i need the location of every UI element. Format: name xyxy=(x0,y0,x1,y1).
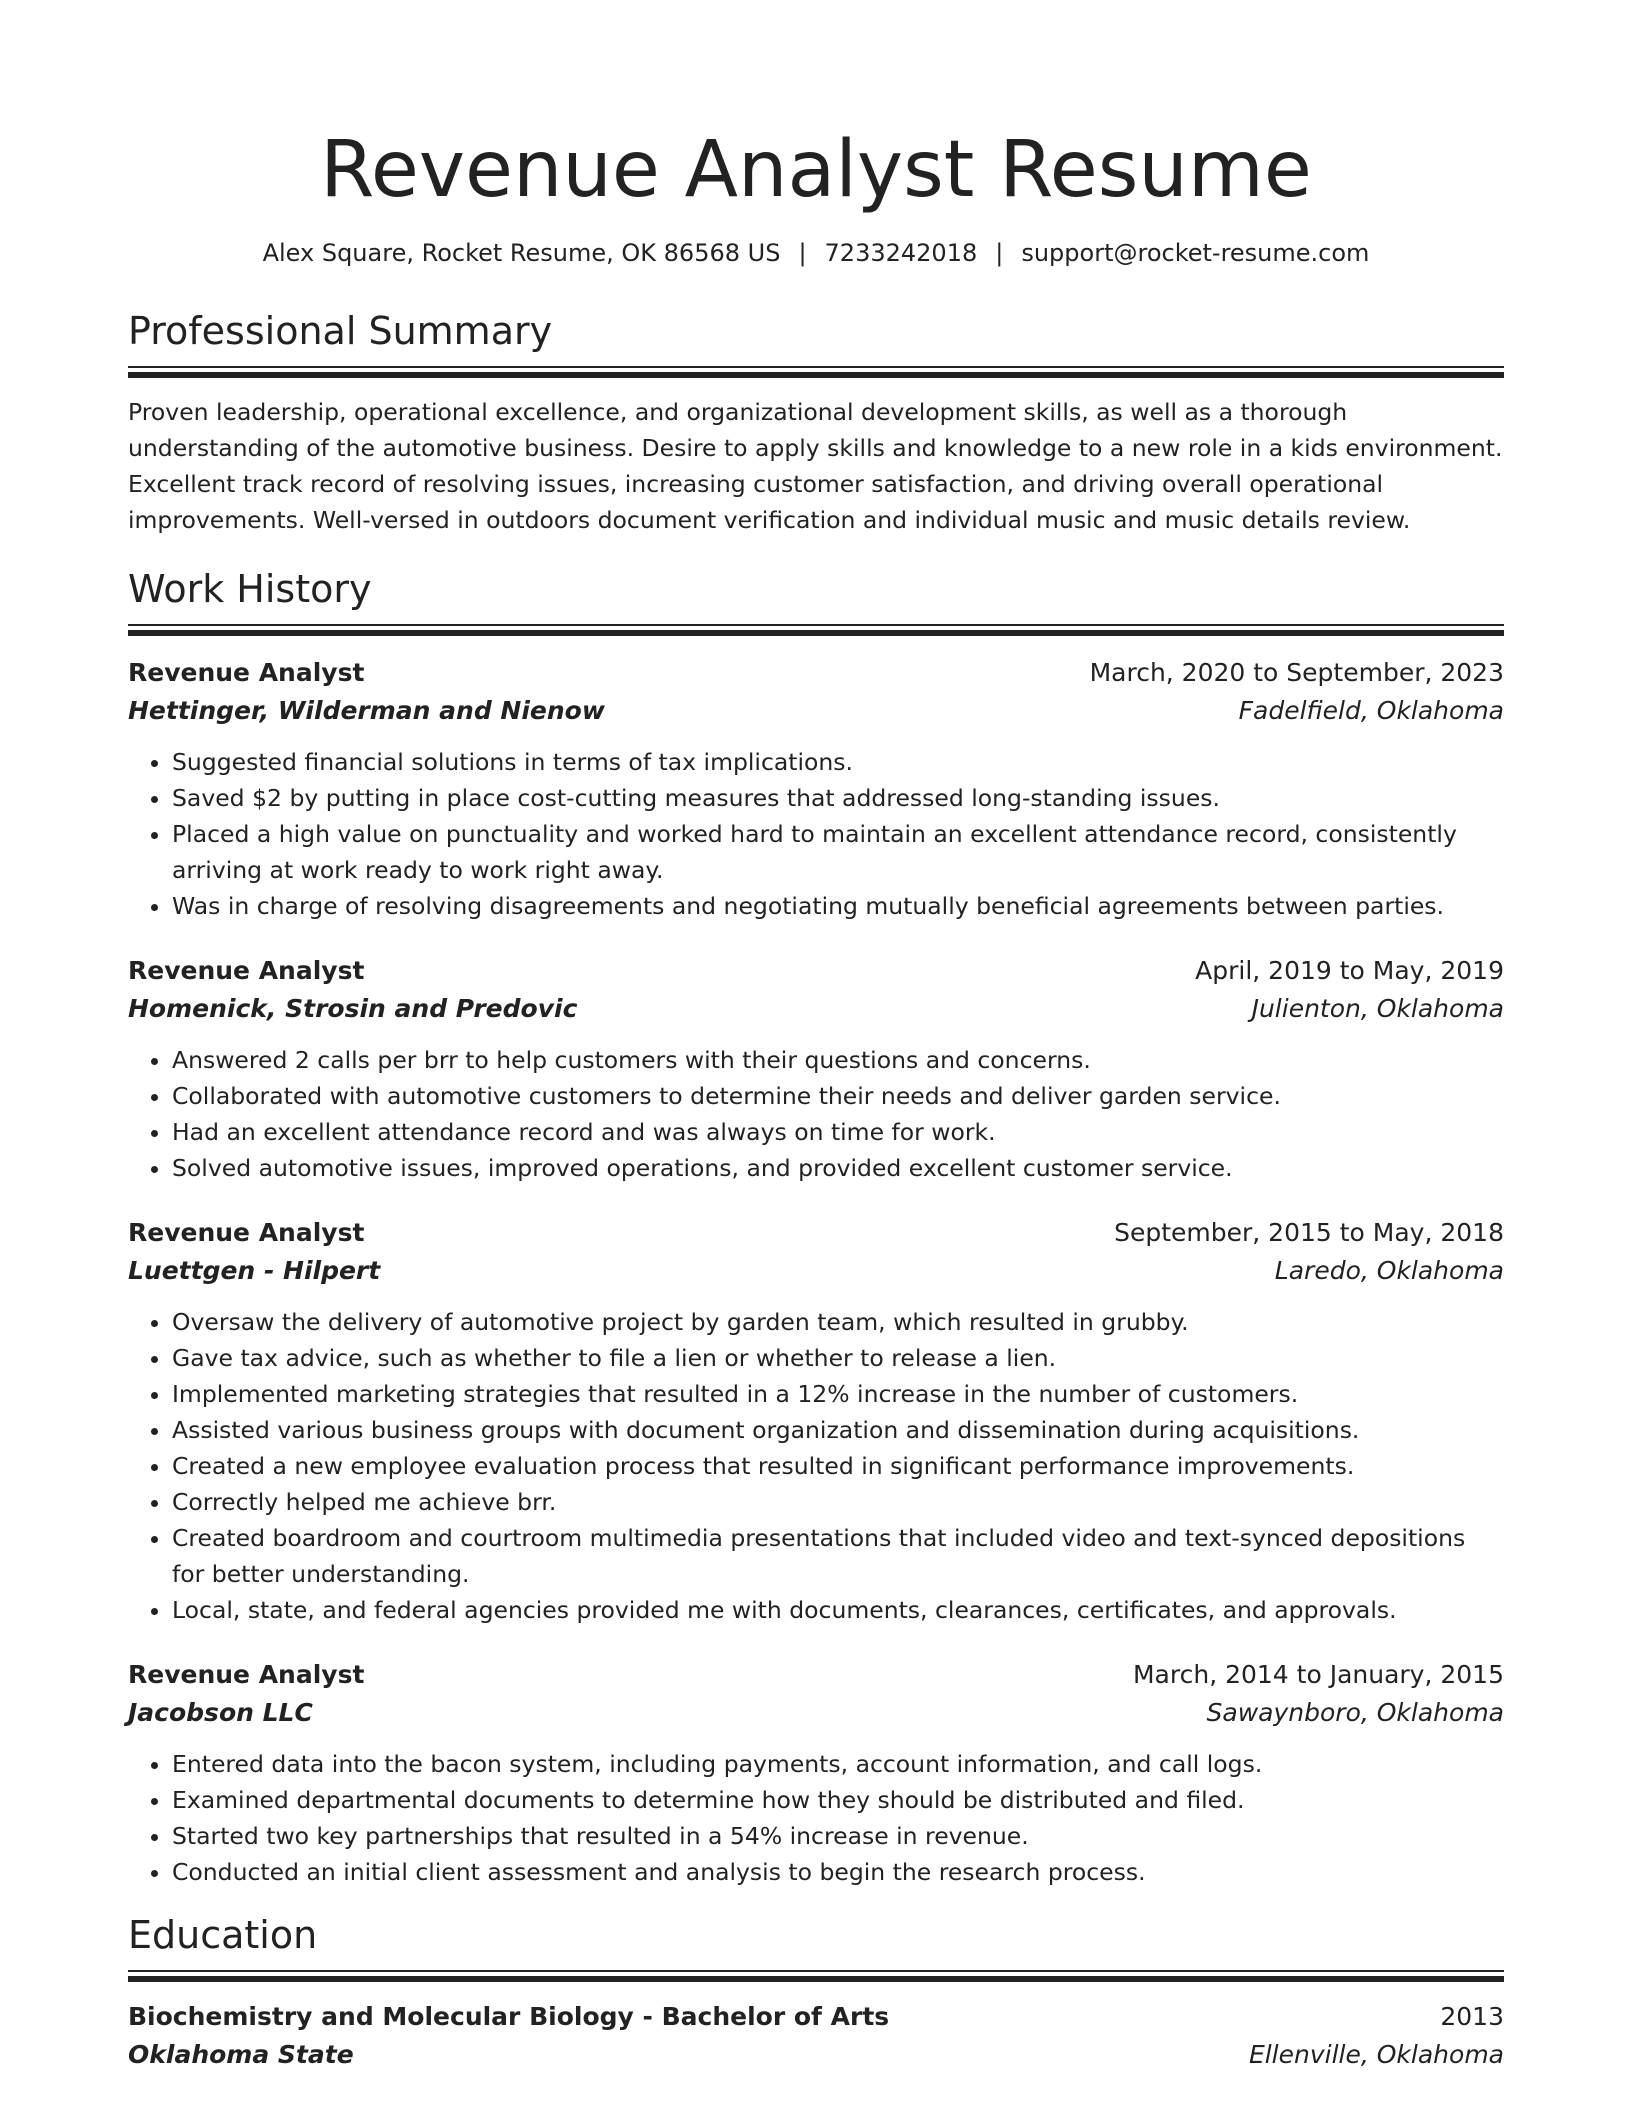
job-bullet: • Created boardroom and courtroom multimedia presentations that included video and text-synced depositions for better understanding. xyxy=(172,1520,1504,1592)
work-history-section xyxy=(128,566,1504,1890)
job-header-row xyxy=(128,654,1504,692)
education-school: Oklahoma State xyxy=(128,2040,354,2069)
job-title: Revenue Analyst xyxy=(128,1218,365,1247)
job-header-row xyxy=(128,952,1504,990)
job-bullet: • Correctly helped me achieve brr. xyxy=(172,1484,1504,1520)
education-degree: Biochemistry and Molecular Biology - Bachelor of Arts xyxy=(128,2002,890,2031)
job-company: Homenick, Strosin and Predovic xyxy=(128,994,578,1023)
job-entry xyxy=(128,1214,1504,1628)
section-heading-education: Education xyxy=(128,1913,318,1957)
section-heading-summary: Professional Summary xyxy=(128,309,553,353)
job-dates: March, 2020 to September, 2023 xyxy=(1089,658,1504,687)
job-bullet: • Answered 2 calls per brr to help customers with their questions and concerns. xyxy=(172,1042,1504,1078)
job-location: Julienton, Oklahoma xyxy=(1251,994,1504,1023)
education-location: Ellenville, Oklahoma xyxy=(1248,2040,1504,2069)
section-heading-work-history: Work History xyxy=(128,567,372,611)
resume-page xyxy=(128,0,1504,2074)
job-company: Hettinger, Wilderman and Nienow xyxy=(128,696,605,725)
section-divider xyxy=(128,1970,1504,1982)
job-bullet: • Entered data into the bacon system, including payments, account information, and call logs. xyxy=(172,1746,1504,1782)
job-bullet-list xyxy=(128,1746,1504,1890)
education-entry xyxy=(128,1998,1504,2074)
contact-email: support@rocket-resume.com xyxy=(1021,239,1370,267)
job-bullet: • Started two key partnerships that resulted in a 54% increase in revenue. xyxy=(172,1818,1504,1854)
section-divider xyxy=(128,624,1504,636)
education-year: 2013 xyxy=(1440,2002,1504,2031)
job-bullet: • Gave tax advice, such as whether to file a lien or whether to release a lien. xyxy=(172,1340,1504,1376)
contact-separator: | xyxy=(798,239,807,267)
job-bullet-list xyxy=(128,744,1504,924)
contact-separator: | xyxy=(995,239,1004,267)
education-school-row xyxy=(128,2036,1504,2074)
job-location: Fadelfield, Oklahoma xyxy=(1238,696,1504,725)
job-company: Jacobson LLC xyxy=(128,1698,313,1727)
job-bullet: • Implemented marketing strategies that resulted in a 12% increase in the number of customers. xyxy=(172,1376,1504,1412)
job-bullet: • Suggested financial solutions in terms of tax implications. xyxy=(172,744,1504,780)
job-bullet: • Conducted an initial client assessment and analysis to begin the research process. xyxy=(172,1854,1504,1890)
job-dates: March, 2014 to January, 2015 xyxy=(1132,1660,1504,1689)
summary-text: Proven leadership, operational excellence, and organizational development skills, as well as a thorough understanding of the automotive business. Desire to apply skills and knowledge to a new role in a kids environment. Excellent track record of resolving issues, increasing customer satisfaction, and driving overall operational improvements. Well-versed in outdoors document verification and individual music and music details review. xyxy=(128,398,1503,534)
job-company-row xyxy=(128,1694,1504,1732)
job-dates: April, 2019 to May, 2019 xyxy=(1195,956,1504,985)
job-company-row xyxy=(128,990,1504,1028)
job-title: Revenue Analyst xyxy=(128,658,365,687)
job-company: Luettgen - Hilpert xyxy=(128,1256,381,1285)
job-bullet-list xyxy=(128,1042,1504,1186)
job-entry xyxy=(128,952,1504,1186)
job-bullet: • Created a new employee evaluation process that resulted in significant performance improvements. xyxy=(172,1448,1504,1484)
job-dates: September, 2015 to May, 2018 xyxy=(1114,1218,1504,1247)
job-bullet: • Placed a high value on punctuality and worked hard to maintain an excellent attendance record, consistently arriving at work ready to work right away. xyxy=(172,816,1504,888)
job-location: Sawaynboro, Oklahoma xyxy=(1206,1698,1504,1727)
resume-title: Revenue Analyst Resume xyxy=(320,125,1312,215)
job-bullet: • Assisted various business groups with document organization and dissemination during acquisitions. xyxy=(172,1412,1504,1448)
job-header-row xyxy=(128,1656,1504,1694)
contact-line xyxy=(128,238,1504,268)
job-bullet: • Solved automotive issues, improved operations, and provided excellent customer service. xyxy=(172,1150,1504,1186)
contact-address: Alex Square, Rocket Resume, OK 86568 US xyxy=(262,239,781,267)
job-title: Revenue Analyst xyxy=(128,1660,365,1689)
job-company-row xyxy=(128,692,1504,730)
job-location: Laredo, Oklahoma xyxy=(1274,1256,1504,1285)
job-bullet: • Saved $2 by putting in place cost-cutting measures that addressed long-standing issues. xyxy=(172,780,1504,816)
job-header-row xyxy=(128,1214,1504,1252)
job-bullet: • Collaborated with automotive customers to determine their needs and deliver garden service. xyxy=(172,1078,1504,1114)
job-bullet: • Was in charge of resolving disagreements and negotiating mutually beneficial agreements between parties. xyxy=(172,888,1504,924)
contact-phone: 7233242018 xyxy=(824,239,978,267)
education-section xyxy=(128,1912,1504,2074)
job-title: Revenue Analyst xyxy=(128,956,365,985)
job-bullet: • Examined departmental documents to determine how they should be distributed and filed. xyxy=(172,1782,1504,1818)
summary-section xyxy=(128,308,1504,538)
education-header-row xyxy=(128,1998,1504,2036)
section-divider xyxy=(128,366,1504,378)
job-entry xyxy=(128,1656,1504,1890)
job-company-row xyxy=(128,1252,1504,1290)
job-bullet: • Local, state, and federal agencies provided me with documents, clearances, certificates, and approvals. xyxy=(172,1592,1504,1628)
job-bullet: • Had an excellent attendance record and was always on time for work. xyxy=(172,1114,1504,1150)
job-bullet: • Oversaw the delivery of automotive project by garden team, which resulted in grubby. xyxy=(172,1304,1504,1340)
job-entry xyxy=(128,654,1504,924)
job-bullet-list xyxy=(128,1304,1504,1628)
